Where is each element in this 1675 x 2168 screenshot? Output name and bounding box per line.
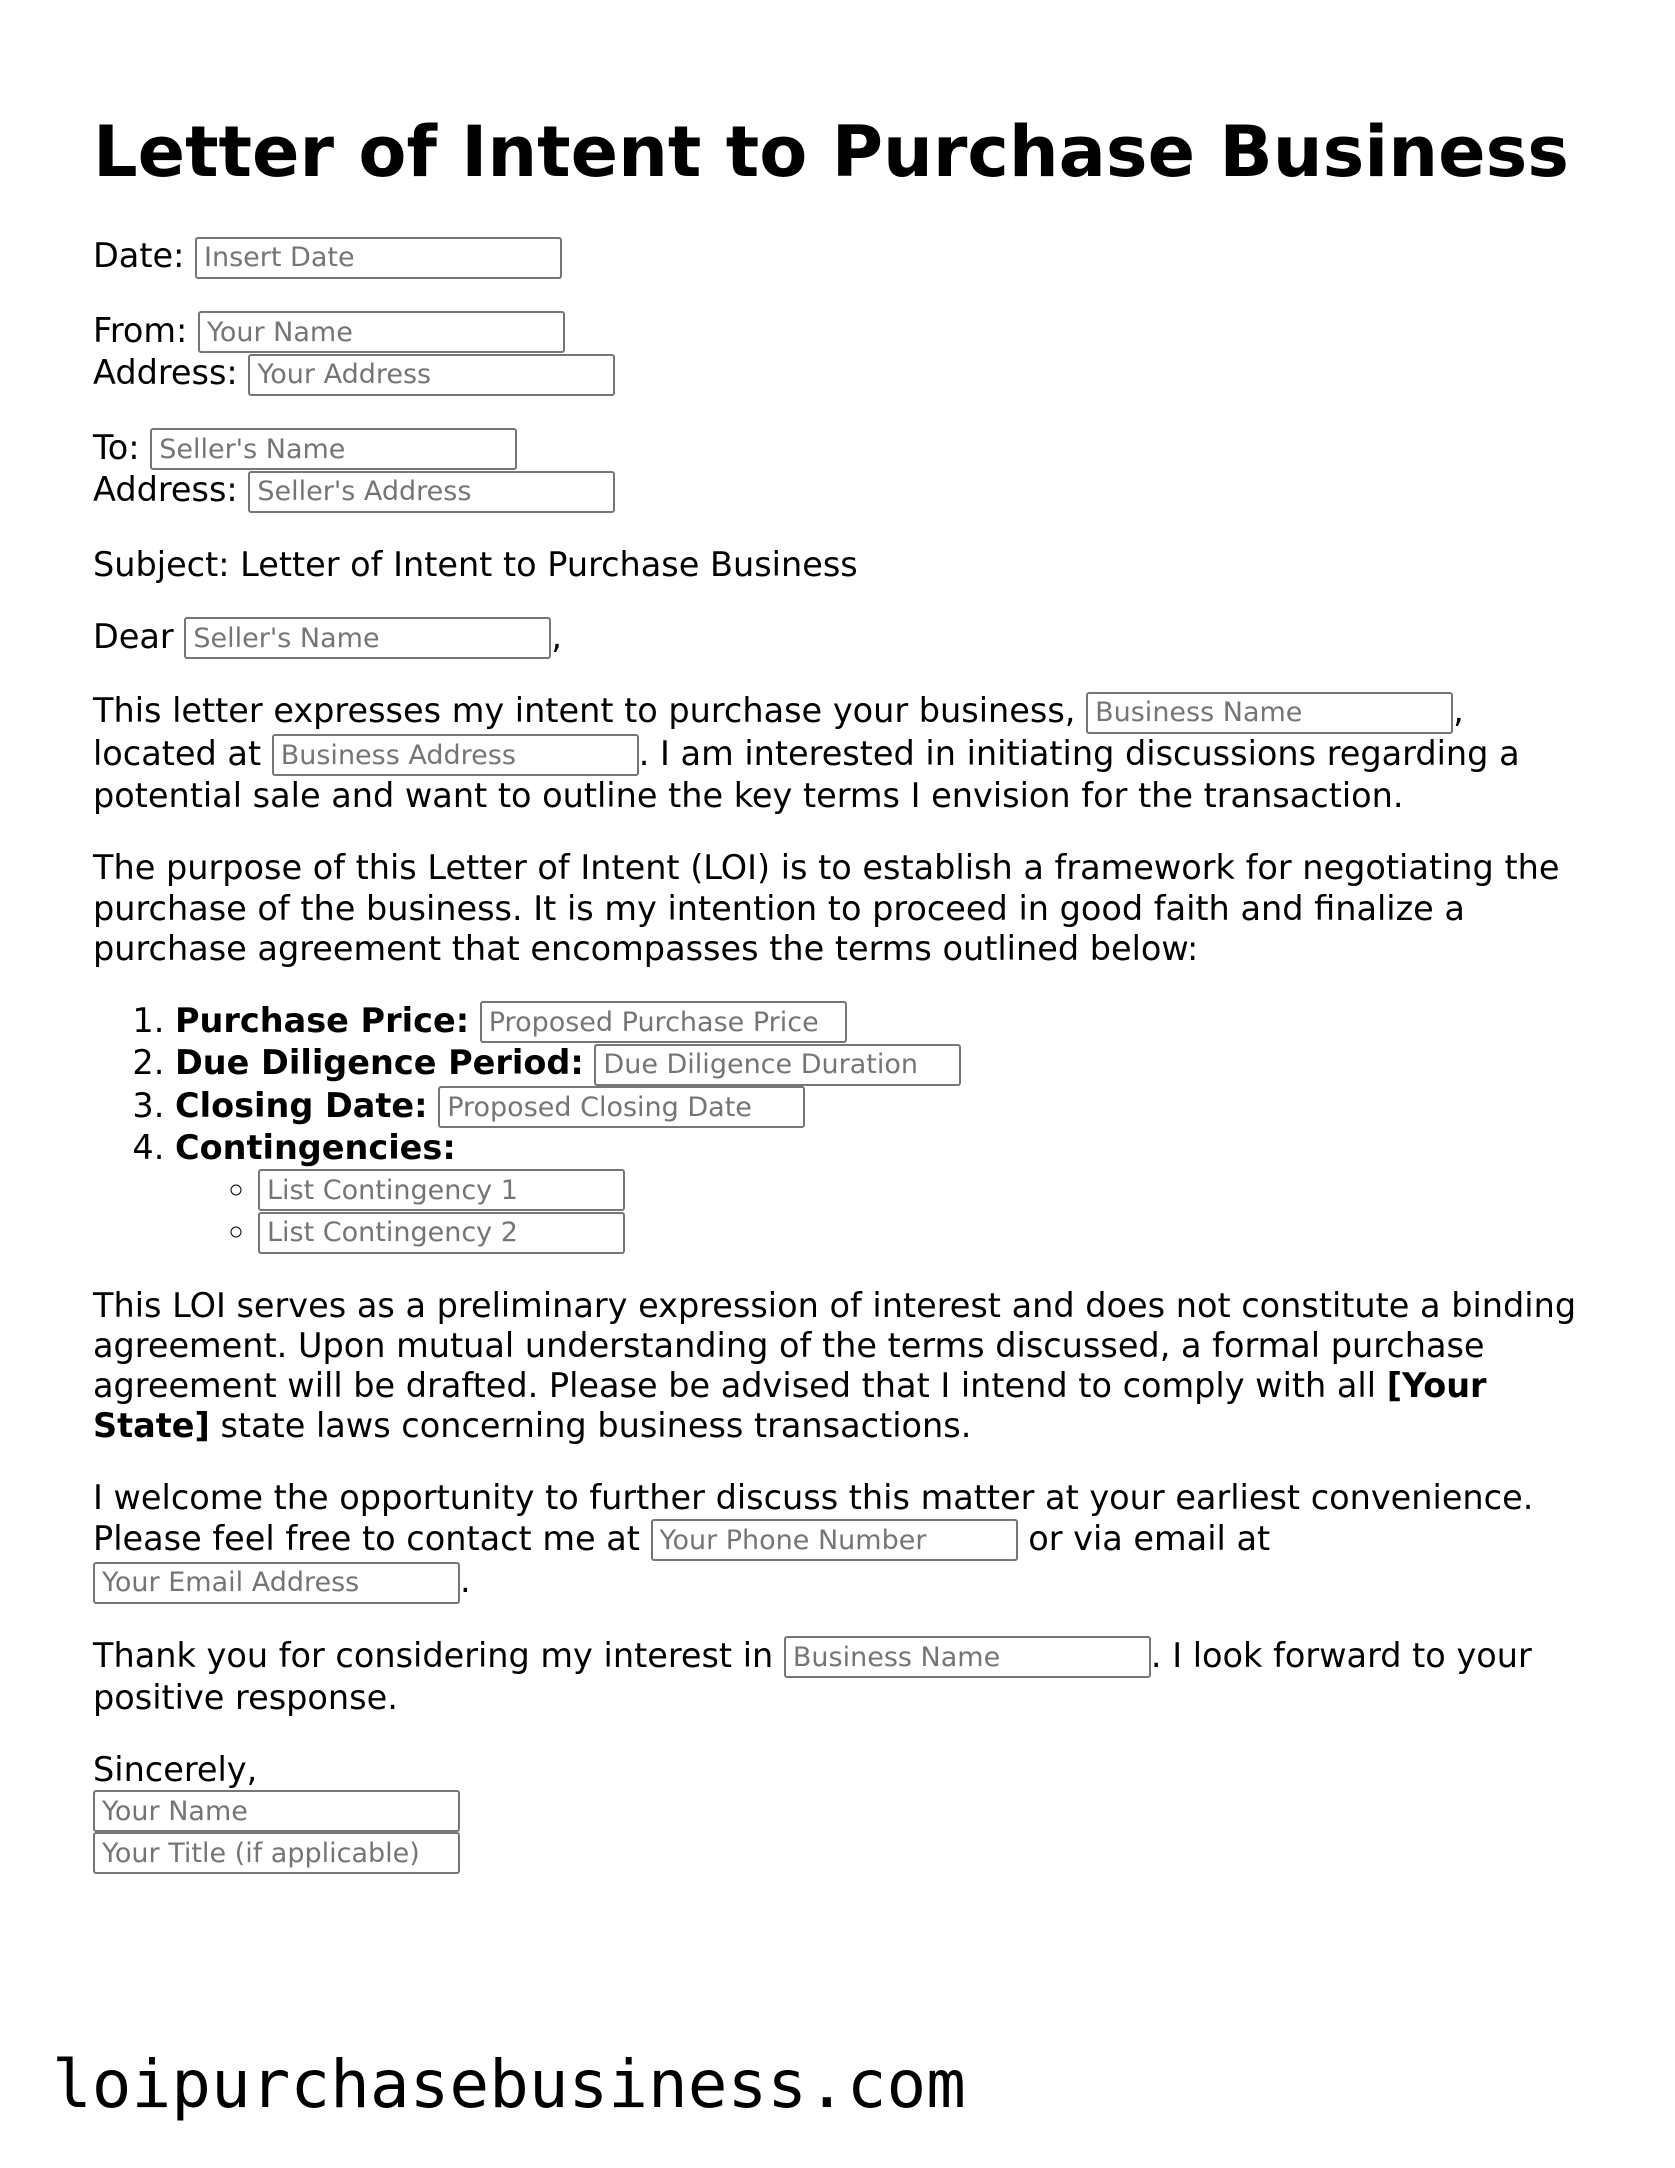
seller-name-input[interactable] xyxy=(150,428,517,470)
salutation-suffix: , xyxy=(551,616,563,656)
thanks-text-2: . I look forward to your positive response. xyxy=(93,1635,1532,1718)
thanks-business-name-input[interactable] xyxy=(784,1636,1151,1678)
recipient-block xyxy=(93,428,1593,513)
sincerely-text: Sincerely, xyxy=(93,1750,258,1790)
intro-text-2: , located at xyxy=(93,691,1464,773)
purpose-paragraph: The purpose of this Letter of Intent (LOI) is to establish a framework for negotiating the purchase of the business. It is my intention to proceed in good faith and finalize a purchase agreement that encompasses the terms outlined below: xyxy=(93,848,1560,968)
intro-text-3: . I am interested in initiating discussions regarding a potential sale and want to outline the key terms I envision for the transaction. xyxy=(93,733,1520,816)
intro-paragraph xyxy=(93,691,1593,816)
terms-list xyxy=(93,1001,1593,1254)
purchase-price-label: Purchase Price: xyxy=(175,1000,470,1040)
contact-text-1: I welcome the opportunity to further discuss this matter at your earliest convenience. Please feel free to contact me at xyxy=(93,1478,1534,1558)
contact-text-2: or via email at xyxy=(1028,1518,1271,1558)
from-label: From: xyxy=(93,310,188,350)
seller-address-label: Address: xyxy=(93,470,238,509)
contingencies-list xyxy=(175,1169,1593,1254)
contact-paragraph xyxy=(93,1478,1593,1603)
due-diligence-label: Due Diligence Period: xyxy=(175,1043,584,1083)
list-item xyxy=(175,1001,1593,1044)
closing-date-label: Closing Date: xyxy=(175,1085,428,1125)
list-item xyxy=(175,1043,1593,1086)
contingency-2-input[interactable] xyxy=(258,1212,625,1254)
closing-date-input[interactable] xyxy=(438,1086,805,1128)
salutation-prefix: Dear xyxy=(93,616,174,656)
footer-url: loipurchasebusiness.com xyxy=(52,2046,966,2123)
list-item xyxy=(258,1169,1593,1212)
salutation xyxy=(93,617,1593,660)
page-title: Letter of Intent to Purchase Business xyxy=(93,111,1569,193)
sender-address-input[interactable] xyxy=(248,354,615,396)
signature-title-input[interactable] xyxy=(93,1832,460,1874)
contingencies-label: Contingencies: xyxy=(175,1128,456,1168)
to-label: To: xyxy=(93,427,140,467)
signature-name-input[interactable] xyxy=(93,1790,460,1832)
nonbinding-text-1: This LOI serves as a preliminary expression of interest and does not constitute a binding agreement. Upon mutual understanding of the terms discussed, a formal purchase agreement will be drafted. Please be advised that I intend to comply with all xyxy=(93,1285,1577,1405)
list-item xyxy=(175,1128,1593,1253)
thanks-text-1: Thank you for considering my interest in xyxy=(93,1635,774,1675)
sender-address-label: Address: xyxy=(93,353,238,392)
date-label: Date: xyxy=(93,236,185,275)
list-item xyxy=(258,1211,1593,1254)
phone-input[interactable] xyxy=(651,1519,1018,1561)
nonbinding-paragraph xyxy=(93,1286,1593,1447)
email-input[interactable] xyxy=(93,1562,460,1604)
subject-line: Subject: Letter of Intent to Purchase Business xyxy=(93,544,858,584)
letter-document xyxy=(93,110,1593,1906)
sender-name-input[interactable] xyxy=(198,311,565,353)
state-placeholder: [Your State] xyxy=(93,1366,1487,1446)
seller-address-input[interactable] xyxy=(248,471,615,513)
list-item xyxy=(175,1086,1593,1129)
sender-block xyxy=(93,311,1593,396)
nonbinding-text-2: state laws concerning business transactions. xyxy=(220,1406,972,1446)
business-address-input[interactable] xyxy=(272,734,639,776)
date-input[interactable] xyxy=(195,237,562,279)
intro-text-1: This letter expresses my intent to purchase your business, xyxy=(93,691,1076,731)
contact-text-3: . xyxy=(460,1561,471,1601)
date-line xyxy=(93,236,1593,279)
contingency-1-input[interactable] xyxy=(258,1169,625,1211)
salutation-seller-name-input[interactable] xyxy=(184,617,551,659)
signature-block xyxy=(93,1750,1593,1874)
business-name-input[interactable] xyxy=(1086,692,1453,734)
due-diligence-input[interactable] xyxy=(594,1044,961,1086)
purchase-price-input[interactable] xyxy=(480,1001,847,1043)
thanks-paragraph xyxy=(93,1636,1593,1719)
